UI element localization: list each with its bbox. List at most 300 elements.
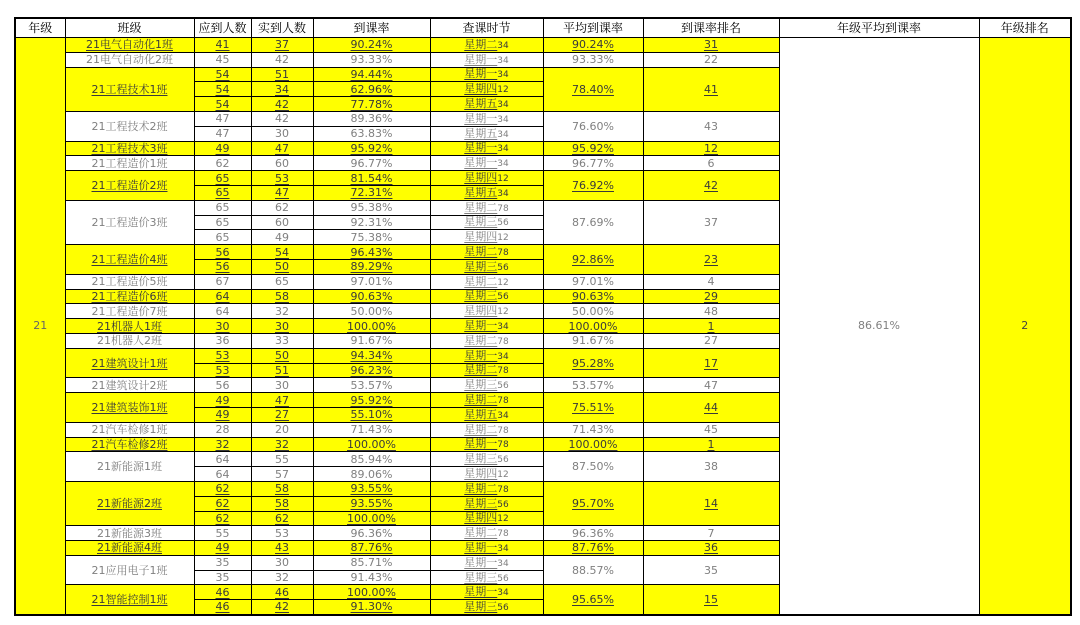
session-period: 78 [497,336,509,347]
actual-cell: 51 [251,67,313,82]
grade-avg-cell: 86.61% [779,38,979,615]
class-name-cell: 21工程技术3班 [65,141,194,156]
rate-cell: 96.23% [313,363,430,378]
expected-cell: 53 [194,348,251,363]
avg-rate-cell: 92.86% [543,245,643,275]
rate-cell: 91.67% [313,333,430,348]
expected-cell: 49 [194,407,251,422]
actual-cell: 42 [251,111,313,126]
rate-cell: 89.36% [313,111,430,126]
expected-cell: 47 [194,111,251,126]
class-name-cell: 21汽车检修1班 [65,422,194,437]
class-name-cell: 21机器人1班 [65,319,194,334]
actual-cell: 60 [251,215,313,230]
table-row [15,38,1071,53]
rank-cell: 45 [643,422,779,437]
column-header: 到课率排名 [643,18,779,38]
rate-cell: 50.00% [313,304,430,319]
column-header: 到课率 [313,18,430,38]
expected-cell: 62 [194,511,251,526]
actual-cell: 62 [251,200,313,215]
expected-cell: 55 [194,526,251,541]
session-day: 星期五 [464,97,498,111]
session-cell [430,600,543,615]
session-period: 56 [497,455,509,466]
session-day: 星期一 [464,585,498,599]
session-day: 星期三 [464,570,498,584]
session-period: 56 [497,381,509,392]
rate-cell: 95.92% [313,141,430,156]
session-period: 78 [497,248,509,259]
session-cell [430,526,543,541]
rate-cell: 100.00% [313,585,430,600]
session-period: 78 [497,440,509,451]
session-cell [430,274,543,289]
rate-cell: 96.43% [313,245,430,260]
expected-cell: 67 [194,274,251,289]
actual-cell: 33 [251,333,313,348]
actual-cell: 30 [251,378,313,393]
avg-rate-cell: 93.33% [543,52,643,67]
expected-cell: 36 [194,333,251,348]
session-cell [430,570,543,585]
avg-rate-cell: 53.57% [543,378,643,393]
class-name-cell: 21新能源1班 [65,452,194,482]
class-name-cell: 21汽车检修2班 [65,437,194,452]
avg-rate-cell: 78.40% [543,67,643,111]
column-header: 年级排名 [979,18,1071,38]
actual-cell: 32 [251,304,313,319]
session-cell [430,52,543,67]
rate-cell: 100.00% [313,437,430,452]
rate-cell: 91.30% [313,600,430,615]
rank-cell: 6 [643,156,779,171]
rate-cell: 53.57% [313,378,430,393]
session-cell [430,289,543,304]
class-name-cell: 21新能源2班 [65,481,194,525]
session-period: 34 [497,144,509,155]
avg-rate-cell: 76.60% [543,111,643,141]
rate-cell: 96.36% [313,526,430,541]
session-cell [430,141,543,156]
class-name-cell: 21电气自动化2班 [65,52,194,67]
session-day: 星期四 [464,304,498,318]
rate-cell: 97.01% [313,274,430,289]
session-cell [430,230,543,245]
rate-cell: 95.38% [313,200,430,215]
session-day: 星期三 [464,599,498,613]
expected-cell: 49 [194,541,251,556]
session-period: 56 [497,262,509,273]
rate-cell: 93.55% [313,481,430,496]
session-cell [430,363,543,378]
class-name-cell: 21工程造价7班 [65,304,194,319]
rate-cell: 95.92% [313,393,430,408]
actual-cell: 58 [251,289,313,304]
session-cell [430,585,543,600]
avg-rate-cell: 87.69% [543,200,643,244]
expected-cell: 65 [194,200,251,215]
avg-rate-cell: 96.36% [543,526,643,541]
class-name-cell: 21工程造价1班 [65,156,194,171]
session-day: 星期四 [464,230,498,244]
actual-cell: 43 [251,541,313,556]
rate-cell: 75.38% [313,230,430,245]
session-day: 星期五 [464,407,498,421]
session-day: 星期一 [464,319,498,333]
rank-cell: 1 [643,319,779,334]
session-day: 星期二 [464,526,498,540]
avg-rate-cell: 95.65% [543,585,643,615]
grade-cell: 21 [15,38,65,615]
class-name-cell: 21机器人2班 [65,333,194,348]
column-header: 实到人数 [251,18,313,38]
session-day: 星期二 [464,333,498,347]
avg-rate-cell: 97.01% [543,274,643,289]
session-day: 星期三 [464,496,498,510]
rate-cell: 100.00% [313,319,430,334]
class-name-cell: 21建筑设计1班 [65,348,194,378]
avg-rate-cell: 100.00% [543,437,643,452]
avg-rate-cell: 87.50% [543,452,643,482]
expected-cell: 49 [194,393,251,408]
rank-cell: 44 [643,393,779,423]
expected-cell: 53 [194,363,251,378]
rank-cell: 42 [643,171,779,201]
rate-cell: 90.63% [313,289,430,304]
session-day: 星期一 [464,67,498,81]
actual-cell: 58 [251,481,313,496]
session-period: 34 [497,351,509,362]
expected-cell: 65 [194,230,251,245]
session-period: 12 [497,277,509,288]
rank-cell: 43 [643,111,779,141]
session-cell [430,511,543,526]
session-period: 34 [497,159,509,170]
session-day: 星期二 [464,274,498,288]
session-day: 星期三 [464,259,498,273]
avg-rate-cell: 88.57% [543,555,643,585]
session-period: 34 [497,40,509,51]
session-cell [430,38,543,53]
expected-cell: 46 [194,585,251,600]
expected-cell: 41 [194,38,251,53]
actual-cell: 50 [251,348,313,363]
expected-cell: 32 [194,437,251,452]
session-period: 34 [497,70,509,81]
session-day: 星期二 [464,393,498,407]
session-period: 78 [497,484,509,495]
session-cell [430,333,543,348]
session-cell [430,319,543,334]
session-period: 34 [497,322,509,333]
session-period: 34 [497,188,509,199]
grade-rank-cell: 2 [979,38,1071,615]
session-cell [430,348,543,363]
rank-cell: 36 [643,541,779,556]
expected-cell: 35 [194,555,251,570]
expected-cell: 56 [194,245,251,260]
actual-cell: 27 [251,407,313,422]
avg-rate-cell: 50.00% [543,304,643,319]
rate-cell: 96.77% [313,156,430,171]
session-period: 56 [497,602,509,613]
session-period: 34 [497,114,509,125]
avg-rate-cell: 95.70% [543,481,643,525]
class-name-cell: 21建筑装饰1班 [65,393,194,423]
actual-cell: 53 [251,526,313,541]
rate-cell: 93.55% [313,496,430,511]
session-day: 星期二 [464,481,498,495]
actual-cell: 49 [251,230,313,245]
rank-cell: 4 [643,274,779,289]
session-day: 星期一 [464,437,498,451]
expected-cell: 64 [194,304,251,319]
actual-cell: 42 [251,600,313,615]
session-day: 星期四 [464,467,498,480]
expected-cell: 65 [194,171,251,186]
session-period: 34 [497,543,509,554]
expected-cell: 30 [194,319,251,334]
expected-cell: 56 [194,259,251,274]
session-cell [430,215,543,230]
session-period: 12 [497,85,509,96]
session-cell [430,171,543,186]
session-day: 星期四 [464,511,498,525]
session-cell [430,245,543,260]
session-day: 星期二 [464,422,498,436]
session-cell [430,156,543,171]
class-name-cell: 21工程造价6班 [65,289,194,304]
column-header: 班级 [65,18,194,38]
session-cell [430,555,543,570]
avg-rate-cell: 90.63% [543,289,643,304]
session-cell [430,111,543,126]
rank-cell: 7 [643,526,779,541]
actual-cell: 51 [251,363,313,378]
column-header: 年级平均到课率 [779,18,979,38]
session-cell [430,259,543,274]
session-day: 星期一 [464,52,498,66]
session-cell [430,496,543,511]
session-period: 78 [497,203,509,214]
rate-cell: 94.34% [313,348,430,363]
actual-cell: 37 [251,38,313,53]
class-name-cell: 21建筑设计2班 [65,378,194,393]
rank-cell: 48 [643,304,779,319]
rate-cell: 81.54% [313,171,430,186]
session-cell [430,97,543,112]
avg-rate-cell: 75.51% [543,393,643,423]
rank-cell: 12 [643,141,779,156]
rate-cell: 91.43% [313,570,430,585]
expected-cell: 64 [194,452,251,467]
session-cell [430,467,543,482]
rank-cell: 27 [643,333,779,348]
actual-cell: 65 [251,274,313,289]
avg-rate-cell: 76.92% [543,171,643,201]
rank-cell: 37 [643,200,779,244]
rate-cell: 87.76% [313,541,430,556]
session-period: 78 [497,396,509,407]
column-header: 查课时节 [430,18,543,38]
attendance-sheet [14,17,1072,616]
session-period: 34 [497,129,509,140]
class-name-cell: 21电气自动化1班 [65,38,194,53]
avg-rate-cell: 91.67% [543,333,643,348]
session-period: 12 [497,233,509,244]
attendance-table [14,17,1072,616]
class-name-cell: 21工程造价2班 [65,171,194,201]
session-day: 星期一 [464,540,498,554]
session-period: 56 [497,218,509,229]
session-cell [430,67,543,82]
column-header: 应到人数 [194,18,251,38]
session-period: 34 [497,588,509,599]
expected-cell: 62 [194,496,251,511]
actual-cell: 54 [251,245,313,260]
session-cell [430,422,543,437]
rate-cell: 77.78% [313,97,430,112]
session-cell [430,185,543,200]
rate-cell: 89.06% [313,467,430,482]
expected-cell: 64 [194,289,251,304]
actual-cell: 47 [251,141,313,156]
avg-rate-cell: 87.76% [543,541,643,556]
session-day: 星期三 [464,378,498,392]
session-period: 56 [497,499,509,510]
rank-cell: 22 [643,52,779,67]
expected-cell: 64 [194,467,251,482]
rate-cell: 100.00% [313,511,430,526]
session-day: 星期二 [464,200,498,214]
session-day: 星期五 [464,126,498,140]
session-period: 56 [497,573,509,584]
expected-cell: 56 [194,378,251,393]
actual-cell: 46 [251,585,313,600]
actual-cell: 62 [251,511,313,526]
expected-cell: 45 [194,52,251,67]
actual-cell: 30 [251,126,313,141]
session-period: 34 [497,100,509,111]
rate-cell: 89.29% [313,259,430,274]
class-name-cell: 21工程造价4班 [65,245,194,275]
session-period: 78 [497,425,509,436]
rank-cell: 23 [643,245,779,275]
rate-cell: 85.94% [313,452,430,467]
class-name-cell: 21新能源4班 [65,541,194,556]
session-day: 星期三 [464,289,498,303]
session-cell [430,437,543,452]
actual-cell: 20 [251,422,313,437]
actual-cell: 53 [251,171,313,186]
class-name-cell: 21工程造价5班 [65,274,194,289]
avg-rate-cell: 95.28% [543,348,643,378]
rank-cell: 1 [643,437,779,452]
session-day: 星期三 [464,215,498,229]
class-name-cell: 21工程技术1班 [65,67,194,111]
rate-cell: 93.33% [313,52,430,67]
expected-cell: 65 [194,185,251,200]
expected-cell: 62 [194,481,251,496]
class-name-cell: 21工程技术2班 [65,111,194,141]
session-day: 星期三 [464,452,498,466]
session-day: 星期一 [464,156,498,170]
session-day: 星期二 [464,37,498,51]
rate-cell: 85.71% [313,555,430,570]
session-period: 34 [497,558,509,569]
session-period: 12 [497,470,509,480]
expected-cell: 65 [194,215,251,230]
actual-cell: 50 [251,259,313,274]
session-day: 星期二 [464,363,498,377]
avg-rate-cell: 95.92% [543,141,643,156]
rank-cell: 47 [643,378,779,393]
session-period: 12 [497,307,509,318]
rate-cell: 72.31% [313,185,430,200]
session-day: 星期一 [464,141,498,155]
expected-cell: 62 [194,156,251,171]
rate-cell: 63.83% [313,126,430,141]
session-day: 星期二 [464,245,498,259]
session-cell [430,126,543,141]
avg-rate-cell: 90.24% [543,38,643,53]
session-cell [430,393,543,408]
expected-cell: 54 [194,97,251,112]
session-cell [430,378,543,393]
actual-cell: 47 [251,185,313,200]
actual-cell: 55 [251,452,313,467]
session-period: 12 [497,174,509,185]
rank-cell: 15 [643,585,779,615]
session-cell [430,481,543,496]
actual-cell: 30 [251,319,313,334]
rank-cell: 41 [643,67,779,111]
rate-cell: 62.96% [313,82,430,97]
session-period: 78 [497,529,509,540]
session-period: 56 [497,292,509,303]
class-name-cell: 21智能控制1班 [65,585,194,615]
session-day: 星期一 [464,348,498,362]
class-name-cell: 21应用电子1班 [65,555,194,585]
actual-cell: 57 [251,467,313,482]
column-header: 年级 [15,18,65,38]
rank-cell: 31 [643,38,779,53]
actual-cell: 42 [251,97,313,112]
session-cell [430,200,543,215]
expected-cell: 35 [194,570,251,585]
table-body [15,38,1071,615]
actual-cell: 32 [251,437,313,452]
session-day: 星期四 [464,171,498,185]
expected-cell: 47 [194,126,251,141]
session-cell [430,452,543,467]
rate-cell: 94.44% [313,67,430,82]
class-name-cell: 21工程造价3班 [65,200,194,244]
session-period: 34 [497,55,509,66]
expected-cell: 54 [194,67,251,82]
table-header [15,18,1071,38]
actual-cell: 47 [251,393,313,408]
session-period: 78 [497,366,509,377]
rank-cell: 29 [643,289,779,304]
expected-cell: 49 [194,141,251,156]
class-name-cell: 21新能源3班 [65,526,194,541]
actual-cell: 32 [251,570,313,585]
session-period: 34 [497,410,509,421]
session-period: 12 [497,514,509,525]
expected-cell: 28 [194,422,251,437]
